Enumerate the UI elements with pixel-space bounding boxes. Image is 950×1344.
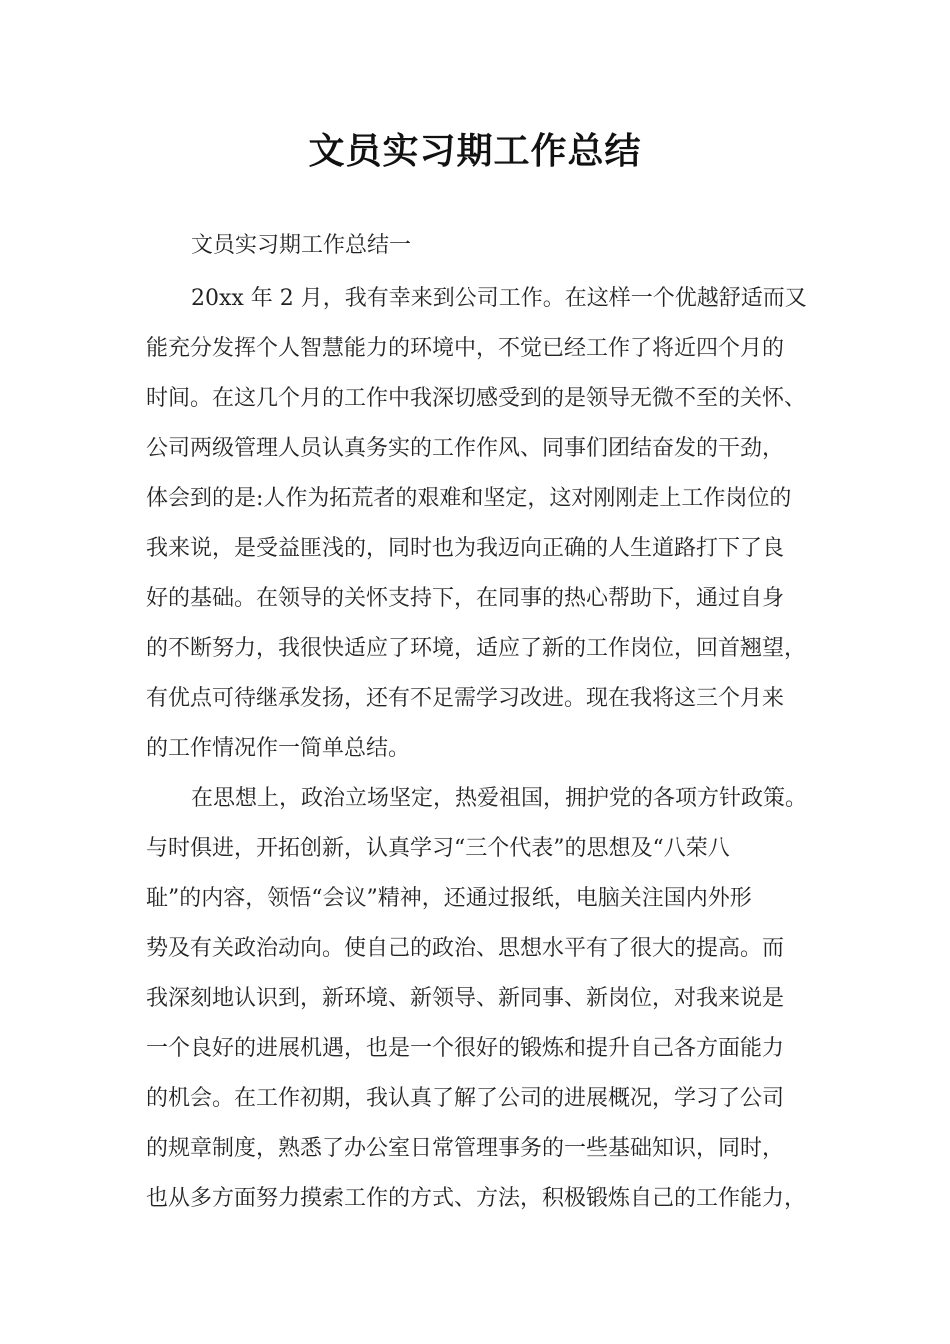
- document-title: 文员实习期工作总结: [308, 131, 642, 172]
- section-heading: 文员实习期工作总结一: [191, 233, 412, 258]
- text-line: 势及有关政治动向。使自己的政治、思想水平有了很大的提高。而: [146, 936, 785, 961]
- text-line: 能充分发挥个人智慧能力的环境中，不觉已经工作了将近四个月的: [146, 336, 785, 361]
- text-line: 与时俱进，开拓创新，认真学习“三个代表”的思想及“八荣八: [146, 836, 730, 861]
- text-line: 一个良好的进展机遇，也是一个很好的锻炼和提升自己各方面能力: [146, 1036, 785, 1061]
- text-line: 的规章制度，熟悉了办公室日常管理事务的一些基础知识，同时，: [146, 1136, 785, 1161]
- text-line: 的工作情况作一简单总结。: [146, 736, 411, 761]
- text-line: 的机会。在工作初期，我认真了解了公司的进展概况，学习了公司: [146, 1086, 785, 1111]
- text-line: 时间。在这几个月的工作中我深切感受到的是领导无微不至的关怀、: [146, 386, 807, 411]
- text-line: 也从多方面努力摸索工作的方式、方法，积极锻炼自己的工作能力，: [146, 1186, 807, 1211]
- text-line: 在思想上，政治立场坚定，热爱祖国，拥护党的各项方针政策。: [191, 786, 808, 811]
- text-line: 耻”的内容，领悟“会议”精神，还通过报纸，电脑关注国内外形: [146, 886, 752, 911]
- text-line: 体会到的是:人作为拓荒者的艰难和坚定，这对刚刚走上工作岗位的: [146, 486, 792, 511]
- text-line: 我深刻地认识到，新环境、新领导、新同事、新岗位，对我来说是: [146, 986, 785, 1011]
- text-line: 有优点可待继承发扬，还有不足需学习改进。现在我将这三个月来: [146, 686, 785, 711]
- text-line: 好的基础。在领导的关怀支持下，在同事的热心帮助下，通过自身: [146, 586, 785, 611]
- text-line: 的不断努力，我很快适应了环境，适应了新的工作岗位，回首翘望，: [146, 636, 807, 661]
- text-line: 我来说，是受益匪浅的，同时也为我迈向正确的人生道路打下了良: [146, 536, 785, 561]
- text-line: 公司两级管理人员认真务实的工作作风、同事们团结奋发的干劲，: [146, 436, 785, 461]
- text-line: 20xx 年 2 月，我有幸来到公司工作。在这样一个优越舒适而又: [191, 286, 807, 311]
